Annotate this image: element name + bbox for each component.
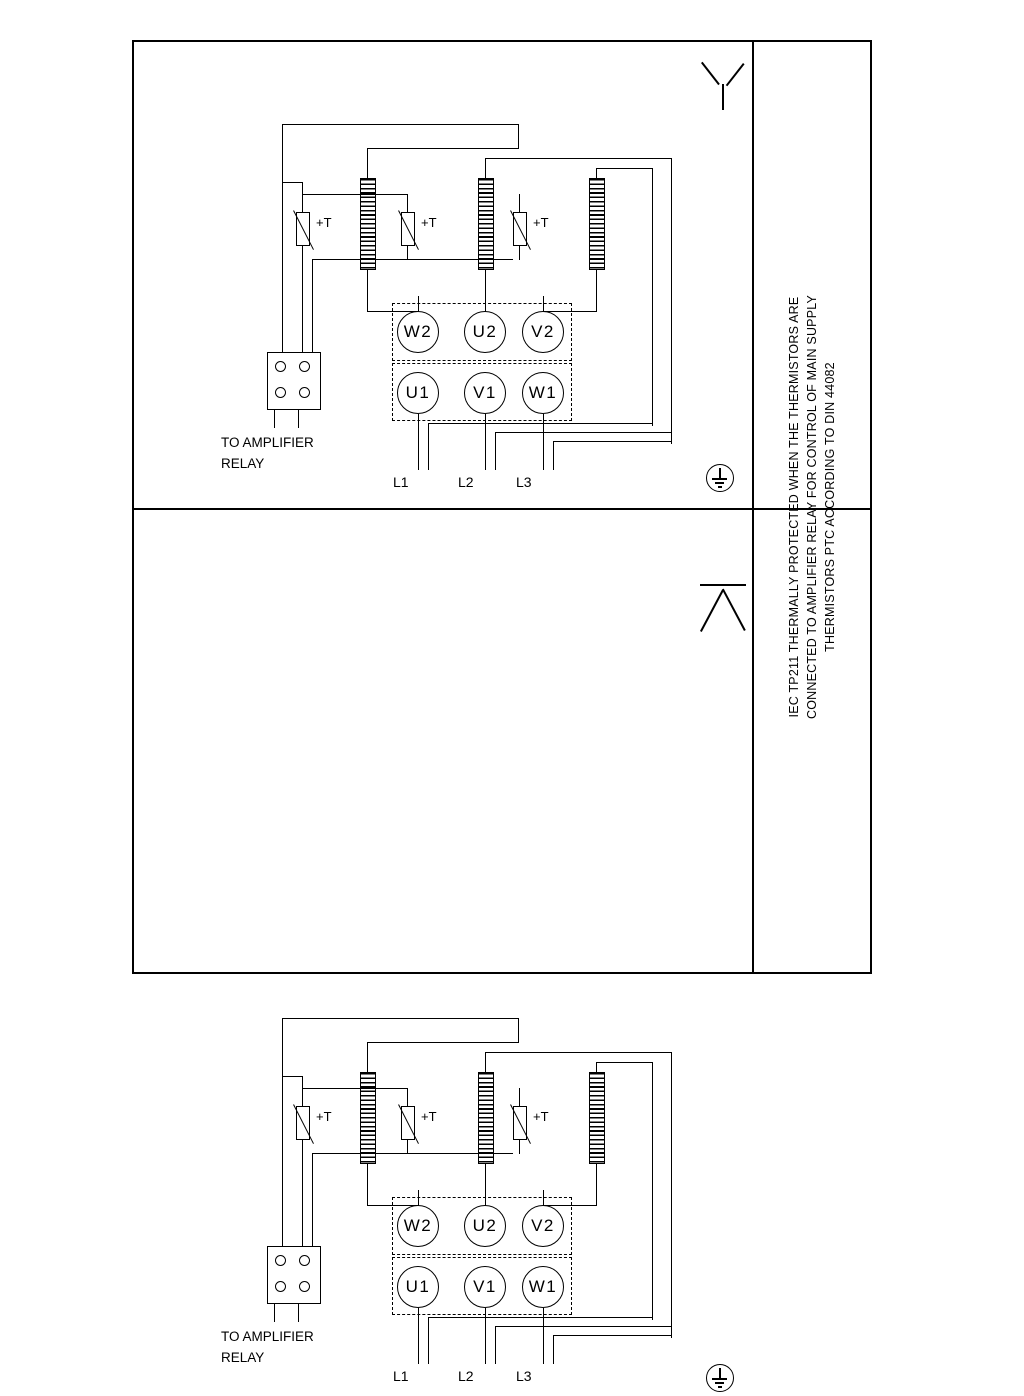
- panel-delta: [0, 447, 1024, 1384]
- delta-triangle-icon: [698, 542, 746, 586]
- amplifier-label-line2: RELAY: [221, 1350, 265, 1365]
- amplifier-label-line2: RELAY: [221, 456, 265, 471]
- thermistor-label-1: +T: [316, 215, 332, 230]
- thermistor-label-3: +T: [533, 215, 549, 230]
- winding-coil-2: [478, 1072, 494, 1164]
- winding-coil-2: [478, 178, 494, 270]
- panel-star: [0, 0, 1024, 508]
- terminal-w2: [397, 311, 439, 353]
- thermistor-label-2: +T: [421, 215, 437, 230]
- terminal-w1: [522, 372, 564, 414]
- thermistor-label-3: +T: [533, 1109, 549, 1124]
- wye-star-icon: [700, 62, 746, 110]
- amplifier-label-line1: TO AMPLIFIER: [221, 1329, 314, 1344]
- terminal-w1: [522, 1266, 564, 1308]
- terminal-v1: [464, 372, 506, 414]
- terminal-label: V2: [531, 322, 555, 341]
- terminal-label: V1: [473, 383, 497, 402]
- amplifier-connector-block: [267, 1246, 321, 1304]
- winding-coil-3: [589, 1072, 605, 1164]
- thermistor-2: [401, 212, 415, 246]
- terminal-label: U2: [472, 1216, 498, 1235]
- terminal-u2: [464, 311, 506, 353]
- winding-coil-3: [589, 178, 605, 270]
- thermistor-3: [513, 212, 527, 246]
- earth-ground-icon: [704, 1362, 738, 1396]
- note-line-3: THERMISTORS PTC ACCORDING TO DIN 44082: [823, 362, 837, 652]
- terminal-v2: [522, 1205, 564, 1247]
- thermistor-1: [296, 212, 310, 246]
- supply-label-l2: L2: [458, 474, 474, 490]
- winding-coil-1: [360, 1072, 376, 1164]
- terminal-label: W1: [528, 1277, 558, 1296]
- winding-coil-1: [360, 178, 376, 270]
- terminal-label: V2: [531, 1216, 555, 1235]
- thermistor-label-2: +T: [421, 1109, 437, 1124]
- terminal-u1: [397, 372, 439, 414]
- amplifier-connector-block: [267, 352, 321, 410]
- amplifier-label-line1: TO AMPLIFIER: [221, 435, 314, 450]
- note-line-2: CONNECTED TO AMPLIFIER RELAY FOR CONTROL OF MAIN SUPPLY: [805, 294, 819, 720]
- supply-label-l2: L2: [458, 1368, 474, 1384]
- terminal-label: W2: [403, 322, 433, 341]
- thermistor-label-1: +T: [316, 1109, 332, 1124]
- terminal-label: V1: [473, 1277, 497, 1296]
- terminal-w2: [397, 1205, 439, 1247]
- terminal-label: U1: [405, 1277, 431, 1296]
- supply-label-l1: L1: [393, 474, 409, 490]
- terminal-v1: [464, 1266, 506, 1308]
- terminal-label: U1: [405, 383, 431, 402]
- terminal-u1: [397, 1266, 439, 1308]
- terminal-label: U2: [472, 322, 498, 341]
- thermistor-2: [401, 1106, 415, 1140]
- terminal-label: W1: [528, 383, 558, 402]
- thermistor-1: [296, 1106, 310, 1140]
- terminal-u2: [464, 1205, 506, 1247]
- supply-label-l3: L3: [516, 1368, 532, 1384]
- terminal-label: W2: [403, 1216, 433, 1235]
- supply-label-l1: L1: [393, 1368, 409, 1384]
- terminal-v2: [522, 311, 564, 353]
- thermistor-3: [513, 1106, 527, 1140]
- supply-label-l3: L3: [516, 474, 532, 490]
- note-line-1: IEC TP211 THERMALLY PROTECTED WHEN THE THERMISTORS ARE: [787, 296, 801, 718]
